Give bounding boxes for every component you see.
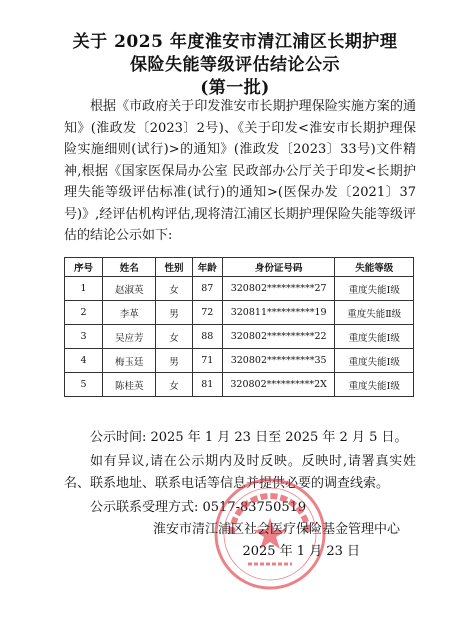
cell-index: 2 xyxy=(65,301,103,325)
header-age: 年龄 xyxy=(192,258,222,277)
header-index: 序号 xyxy=(65,258,103,277)
contact-info: 公示联系受理方式: 0517-83750519 xyxy=(90,500,307,515)
cell-index: 5 xyxy=(65,373,103,397)
cell-gender: 男 xyxy=(156,301,192,325)
cell-gender: 女 xyxy=(156,277,192,301)
signature-date-row xyxy=(64,541,400,563)
cell-id-number: 320802**********27 xyxy=(222,277,334,301)
objection-notice: 如有异议,请在公示期内及时反映。反映时,请署真实姓名、联系地址、联系电话等信息并提供必要的调查线索。 xyxy=(64,454,416,491)
cell-name: 陈桂英 xyxy=(103,373,156,397)
intro-paragraph: 根据《市政府关于印发淮安市长期护理保险实施方案的通知》(淮政发〔2023〕2号)、《关于印发<淮安市长期护理保险实施细则(试行)>的通知》(淮政发〔2023〕33号)文件精神,根据《国家医保局办公室 民政部办公厅关于印发<长期护理失能等级评估标准(试行)的通知>(医保办发〔2021〕37号)》,经评估机构评估,现将清江浦区长期护理保险失能等级评估的结论公示如下: xyxy=(64,99,416,243)
signature-date: 2025 年 1 月 23 日 xyxy=(242,544,360,559)
cell-id-number: 320811**********19 xyxy=(222,301,334,325)
cell-age: 71 xyxy=(192,349,222,373)
title-line-2: 保险失能等级评估结论公示 xyxy=(130,55,340,75)
cell-name: 梅玉廷 xyxy=(103,349,156,373)
header-name: 姓名 xyxy=(103,258,156,277)
cell-id-number: 320802**********22 xyxy=(222,325,334,349)
header-id-number: 身份证号码 xyxy=(222,258,334,277)
cell-disability-level: 重度失能Ⅰ级 xyxy=(335,349,414,373)
cell-name: 吴应芳 xyxy=(103,325,156,349)
cell-gender: 男 xyxy=(156,349,192,373)
cell-age: 72 xyxy=(192,301,222,325)
title-line-3: (第一批) xyxy=(200,78,270,98)
cell-age: 87 xyxy=(192,277,222,301)
cell-age: 88 xyxy=(192,325,222,349)
header-disability-level: 失能等级 xyxy=(335,258,414,277)
cell-disability-level: 重度失能Ⅰ级 xyxy=(335,325,414,349)
table-row xyxy=(65,349,414,373)
table-row xyxy=(65,277,414,301)
cell-index: 3 xyxy=(65,325,103,349)
publicity-period: 公示时间: 2025 年 1 月 23 日至 2025 年 2 月 5 日。 xyxy=(90,430,408,445)
cell-disability-level: 重度失能Ⅱ级 xyxy=(335,301,414,325)
cell-id-number: 320802**********2X xyxy=(222,373,334,397)
cell-name: 李革 xyxy=(103,301,156,325)
assessment-table xyxy=(64,257,414,397)
signature-organization: 淮安市清江浦区社会医疗保险基金管理中心 xyxy=(152,522,400,537)
table-header-row xyxy=(65,258,414,277)
cell-index: 1 xyxy=(65,277,103,301)
cell-gender: 女 xyxy=(156,373,192,397)
table-row xyxy=(65,373,414,397)
table-row xyxy=(65,301,414,325)
table-row xyxy=(65,325,414,349)
cell-gender: 女 xyxy=(156,325,192,349)
cell-name: 赵淑英 xyxy=(103,277,156,301)
cell-index: 4 xyxy=(65,349,103,373)
cell-id-number: 320802**********35 xyxy=(222,349,334,373)
header-gender: 性别 xyxy=(156,258,192,277)
cell-disability-level: 重度失能Ⅰ级 xyxy=(335,277,414,301)
cell-disability-level: 重度失能Ⅰ级 xyxy=(335,373,414,397)
title-line-1: 关于 2025 年度淮安市清江浦区长期护理 xyxy=(72,32,398,52)
cell-age: 81 xyxy=(192,373,222,397)
